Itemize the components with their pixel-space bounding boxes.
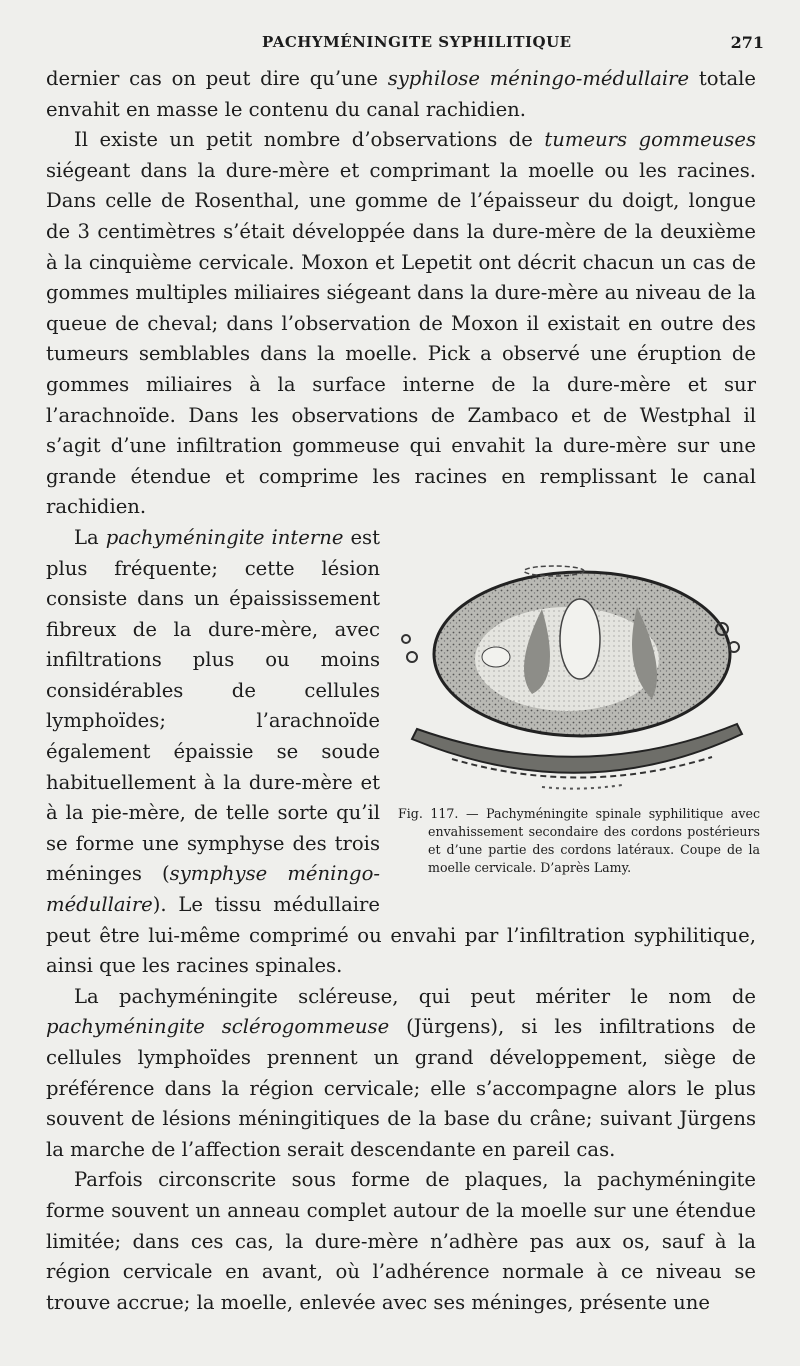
text-run: totale envahit en masse le contenu du canal rachidien. (46, 67, 756, 121)
text-run: Il existe un petit nombre d’observations de (74, 128, 545, 152)
running-head (0, 30, 800, 54)
figure-117 (392, 529, 764, 901)
paragraph-4 (46, 982, 756, 1166)
paragraph-1 (46, 64, 756, 125)
paragraph-2 (46, 125, 756, 523)
paragraph-5: Parfois circonscrite sous forme de plaques, la pachyméningite forme souvent un anneau complet autour de la moelle sur une étendue limitée; dans ces cas, la dure-mère n’adhère pas aux os, sauf à la région cervicale en avant, où l’adhérence normale à ce niveau se trouve accrue; la moelle, enlevée avec ses méninges, présente une (46, 1168, 756, 1314)
text-run: La (74, 525, 106, 549)
spinal-cord-section-illustration (392, 529, 764, 799)
running-head-title: PACHYMÉNINGITE SYPHILITIQUE (262, 33, 572, 51)
page-number: 271 (730, 33, 764, 52)
text-run: est plus fréquente; cette lésion consiste dans un épaississement fibreux de la dure-mère, avec infiltrations plus ou moins considérables de cellules lymphoïdes; l’arachnoïde également épaissie se soude habituellement à la dure-mère et à la pie-mère, de telle sorte qu’il se forme une symphyse des trois méninges ( (46, 525, 380, 886)
emphasis: pachyméningite sclérogommeuse (46, 1015, 390, 1039)
text-run: dernier cas on peut dire qu’une (46, 67, 388, 90)
text-run: siégeant dans la dure-mère et comprimant la moelle ou les racines. Dans celle de Rosenthal, une gomme de l’épaisseur du doigt, longue de 3 centimètres s’était développée dans la dure-mère de la deuxième à la cinquième cervicale. Moxon et Lepetit ont décrit chacun un cas de gommes multiples miliaires siégeant dans la dure-mère au niveau de la queue de cheval; dans l’observation de Moxon il existait en outre des tumeurs semblables dans la moelle. Pick a observé une éruption de gommes miliaires à la surface interne de la dure-mère et sur l’arachnoïde. Dans les observations de Zambaco et de Westphal il s’agit d’une infiltration gommeuse qui envahit la dure-mère sur une grande étendue et comprime les racines en remplissant le canal rachidien. (46, 158, 756, 519)
text-run: (Jürgens), si les infiltrations de cellules lymphoïdes prennent un grand développement, siège de préférence dans la région cervicale; elle s’accompagne alors le plus souvent de lésions méningitiques de la base du crâne; suivant Jürgens la marche de l’affection serait descendante en pareil cas. (46, 1015, 756, 1161)
emphasis: pachyméningite interne (105, 525, 344, 549)
body-text (46, 64, 760, 1318)
figure-caption-text: Fig. 117. — Pachyméningite spinale syphilitique avec envahissement secondaire des cordons postérieurs et d’une partie des cordons latéraux. Coupe de la moelle cervicale. D’après Lamy. (398, 805, 760, 875)
emphasis: tumeurs gommeuses (544, 128, 757, 152)
figure-caption (398, 805, 760, 877)
emphasis: syphilose méningo-médullaire (387, 67, 690, 90)
text-run: La pachyméningite scléreuse, qui peut mériter le nom de (74, 984, 756, 1008)
emphasis: symphyse méningo-médullaire (46, 862, 380, 917)
text-run: ). Le tissu médullaire peut être lui-même comprimé ou envahi par l’infiltration syphilitique, ainsi que les racines spinales. (46, 893, 756, 978)
